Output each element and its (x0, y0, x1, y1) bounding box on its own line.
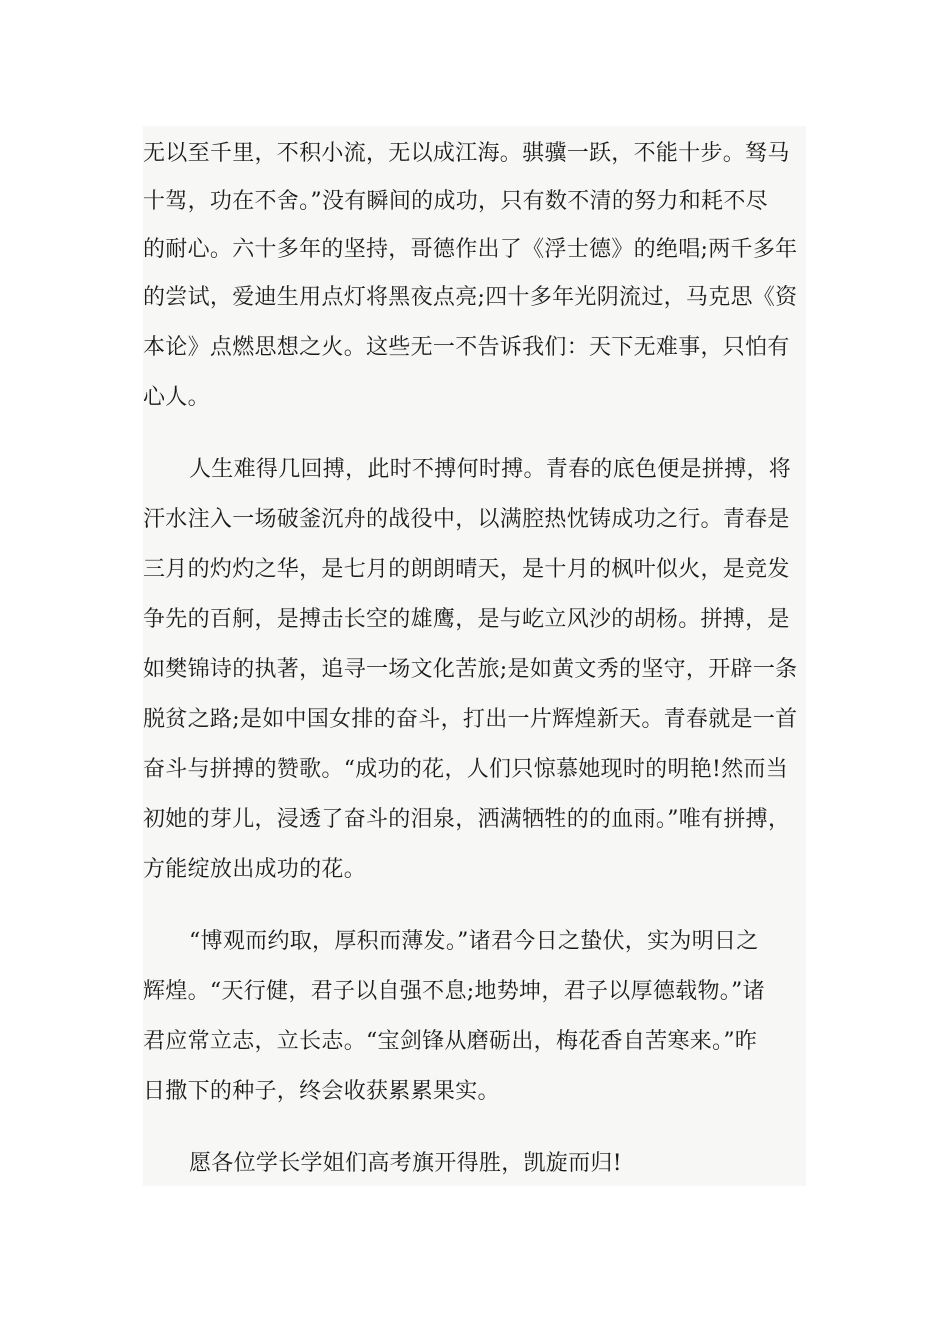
paragraph-line: 君应常立志，立长志。“宝剑锋从磨砺出，梅花香自苦寒来。”昨 (143, 1029, 758, 1054)
document-text-block (143, 126, 806, 1186)
paragraph-line: 愿各位学长学姐们高考旗开得胜，凯旋而归! (189, 1151, 622, 1176)
paragraph-line: 的尝试，爱迪生用点灯将黑夜点亮;四十多年光阴流过，马克思《资 (143, 285, 798, 310)
paragraph-line: 本论》点燃思想之火。这些无一不告诉我们：天下无难事，只怕有 (143, 335, 790, 360)
paragraph-line: 的耐心。六十多年的坚持，哥德作出了《浮士德》的绝唱;两千多年 (143, 237, 798, 262)
paragraph-line: 三月的灼灼之华，是七月的朗朗晴天，是十月的枫叶似火，是竞发 (143, 557, 790, 582)
paragraph-line: 日撒下的种子，终会收获累累果实。 (143, 1079, 500, 1104)
paragraph-line: 辉煌。“天行健，君子以自强不息;地势坤，君子以厚德载物。”诸 (143, 979, 765, 1004)
paragraph-line: 无以至千里，不积小流，无以成江海。骐骥一跃，不能十步。驽马 (143, 141, 790, 166)
paragraph-line: 如樊锦诗的执著，追寻一场文化苦旅;是如黄文秀的坚守，开辟一条 (143, 657, 798, 682)
paragraph-line: 十驾，功在不舍。”没有瞬间的成功，只有数不清的努力和耗不尽 (143, 189, 768, 214)
paragraph-line: 方能绽放出成功的花。 (143, 857, 367, 882)
paragraph-line: 汗水注入一场破釜沉舟的战役中，以满腔热忱铸成功之行。青春是 (143, 507, 790, 532)
paragraph-line: 初她的芽儿，浸透了奋斗的泪泉，洒满牺牲的的血雨。”唯有拼搏， (143, 807, 791, 832)
paragraph-line: 心人。 (143, 385, 210, 410)
paragraph-line: “博观而约取，厚积而薄发。”诸君今日之蛰伏，实为明日之 (189, 929, 759, 954)
paragraph-line: 奋斗与拼搏的赞歌。“成功的花，人们只惊慕她现时的明艳!然而当 (143, 757, 789, 782)
paragraph-line: 脱贫之路;是如中国女排的奋斗，打出一片辉煌新天。青春就是一首 (143, 707, 798, 732)
paragraph-line: 争先的百舸，是搏击长空的雄鹰，是与屹立风沙的胡杨。拼搏，是 (143, 607, 790, 632)
paragraph-line: 人生难得几回搏，此时不搏何时搏。青春的底色便是拼搏，将 (189, 457, 792, 482)
